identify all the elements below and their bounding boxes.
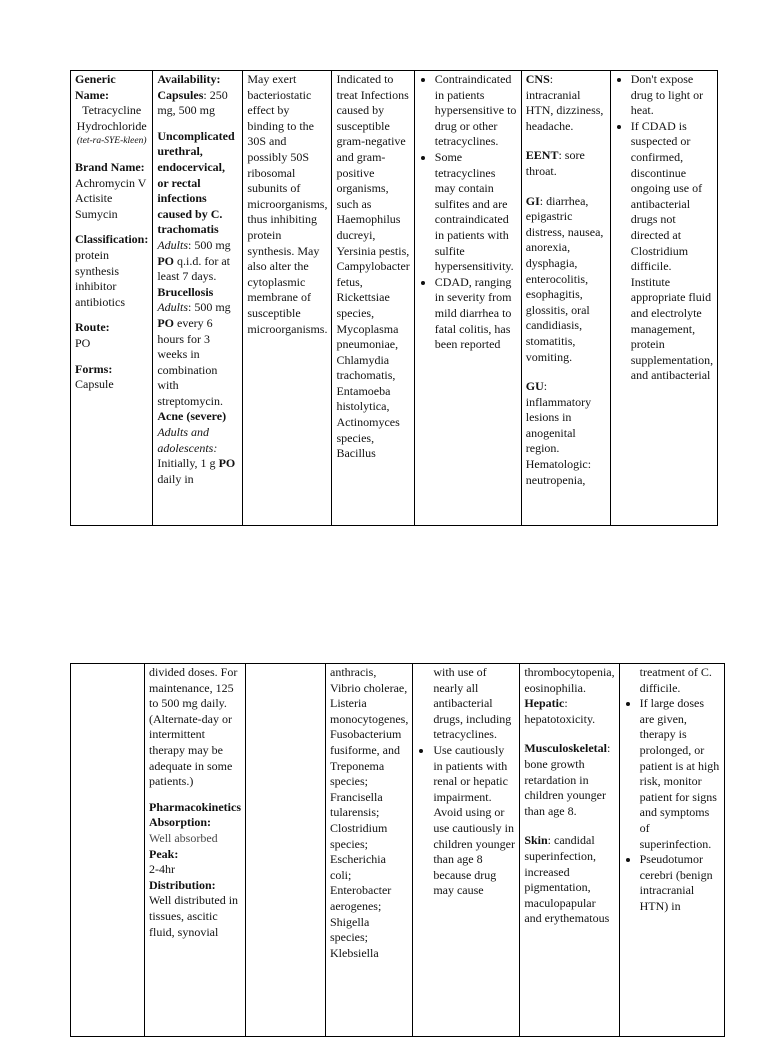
nursing-list [615,72,713,384]
drug-card-table-2 [70,663,725,1037]
indications-cell [326,664,413,1037]
mechanism-text: May exert bacteriostatic effect by binding to the 30S and possibly 50S ribosomal subunits of microorganisms, thus inhibiting protein synthesis. May also alter the cytoplasmic membrane of susceptible microorganisms. [247,72,328,336]
peak-value: 2-4hr [149,862,175,877]
dose-text: : 500 mg [188,237,231,252]
adverse-effects-cell [520,664,619,1037]
forms-label: Forms: [75,361,113,376]
table-row [71,71,718,526]
hematologic-continued: thrombocytopenia, eosinophilia. [524,665,615,695]
adverse-effects-cell [521,71,610,526]
forms-value: Capsule [75,377,114,392]
list-item: • Use cautiously in patients with renal or hepatic impairment. Avoid using or use cautiously in children younger than age 8 because drug may cause [433,743,515,899]
drug-card-table-1 [70,70,718,526]
dosage-continued: divided doses. For maintenance, 125 to 500 mg daily. (Alternate-day or intermittent therapy may be adequate in some patients.) [149,665,238,789]
nursing-continued: treatment of C. difficile. [639,665,712,695]
adults-label: Adults [157,237,189,252]
cns-text: : intracranial HTN, dizziness, headache. [525,72,604,133]
route-po: PO [157,253,175,268]
classification-value: protein synthesis inhibitor antibiotics [75,247,125,309]
hepatic-line [524,696,614,727]
dose-text: : 500 mg [188,300,231,315]
dose-text: every 6 hours for 3 weeks in combination with streptomycin. [157,315,223,408]
gu-line [526,379,606,457]
contraindication-continued: with use of nearly all antibacterial drugs, including tetracyclines. [433,665,512,742]
indications-cell [332,71,414,526]
route-value: PO [75,335,91,350]
brand-name-value: Actisite [75,191,113,206]
list-item: • If large doses are given, therapy is prolonged, or patient is at high risk, monitor patient for signs and symptoms of superinfection. [640,696,720,852]
hepatic-text: : hepatotoxicity. [524,696,596,726]
gi-text: : diarrhea, epigastric distress, nausea, anorexia, dysphagia, enterocolitis, esophagitis, glossitis, oral candidiasis, stomatitis, vomiting. [525,193,604,364]
cns-line [526,72,606,134]
pronunciation: (tet-ra-SYE-kleen) [76,136,147,147]
gi-label: GI [525,193,540,208]
dosage-cell [145,664,246,1037]
list-item: • Some tetracyclines may contain sulfites and are contraindicated in patients with sulfite hypersensitivity. [435,150,517,275]
uncomplicated-dose [157,238,238,285]
absorption-value: Well absorbed [149,830,218,845]
dosage-cell [153,71,243,526]
mechanism-cell [246,664,326,1037]
peak-label: Peak: [149,846,179,861]
capsules-line [157,88,238,119]
name-cell [71,664,145,1037]
mechanism-cell [243,71,332,526]
acne-population: Adults and adolescents: [157,425,218,455]
nursing-cell [619,664,724,1037]
nursing-list [624,696,720,914]
brand-name-value: Achromycin V [75,175,147,190]
generic-name-value: Tetracycline Hydrochloride [76,103,147,133]
gu-text: : inflammatory lesions in anogenital region. [525,379,592,456]
contraindications-list [417,743,515,899]
hematologic-line: Hematologic: neutropenia, [525,457,592,487]
gu-label: GU [525,379,544,394]
indications-text: anthracis, Vibrio cholerae, Listeria monocytogenes, Fusobacterium fusiforme, and Treponema species; Francisella tularensis; Clostridium species; Escherichia coli; Enterobacter aerogenes; Shigella species; Klebsiella [330,665,409,960]
adults-label: Adults [157,300,189,315]
classification-label: Classification: [75,232,149,247]
capsules-value: : 250 mg, 500 mg [157,87,228,118]
brand-name-value: Sumycin [75,206,118,221]
dose-text: daily in [157,471,194,486]
acne-heading: Acne (severe) [157,409,227,424]
cns-label: CNS [525,72,550,86]
list-item: • Don't expose drug to light or heat. [631,72,713,119]
route-po: PO [157,315,175,330]
route-po: PO [218,456,236,471]
hepatic-label: Hepatic [524,696,565,711]
generic-name-label: Generic Name: [75,72,116,102]
eent-label: EENT [525,148,559,163]
pharmacokinetics-heading: Pharmacokinetics [149,799,241,814]
musculoskeletal-line [524,741,614,819]
gi-line [526,194,606,366]
nursing-cell [610,71,717,526]
capsules-label: Capsules [157,87,204,102]
distribution-value: Well distributed in tissues, ascitic fluid, synovial [149,893,239,939]
eent-text: : sore throat. [525,148,585,178]
dose-text: q.i.d. for at least 7 days. [157,253,231,284]
musculoskeletal-label: Musculoskeletal [524,741,607,756]
list-item: • If CDAD is suspected or confirmed, discontinue ongoing use of antibacterial drugs not directed at Clostridium difficile. Institute appropriate fluid and electrolyte management, protein supplementation, and antibacterial [631,119,713,384]
skin-label: Skin [524,833,548,848]
list-item: • Pseudotumor cerebri (benign intracranial HTN) in [640,852,720,914]
list-item: • CDAD, ranging in severity from mild diarrhea to fatal colitis, has been reported [435,275,517,353]
name-cell [71,71,153,526]
brucellosis-heading: Brucellosis [157,284,214,299]
contraindications-cell [414,71,521,526]
musculoskeletal-text: : bone growth retardation in children younger than age 8. [524,741,611,818]
eent-line [526,148,606,179]
uncomplicated-heading: Uncomplicated urethral, endocervical, or rectal infections caused by C. trachomatis [157,128,235,237]
brucellosis-dose [157,300,238,409]
distribution-label: Distribution: [149,877,216,892]
contraindications-list [419,72,517,353]
absorption-label: Absorption: [149,815,212,830]
skin-text: : candidal superinfection, increased pigmentation, maculopapular and erythematous [524,833,610,926]
indications-text: Indicated to treat Infections caused by susceptible gram-negative and gram-positive organisms, such as Haemophilus ducreyi, Yersinia pestis, Campylobacter fetus, Rickettsiae species, Mycoplasma pneumoniae, Chlamydia trachomatis, Entamoeba histolytica, Actinomyces species, Bacillus [336,72,410,461]
brand-name-label: Brand Name: [75,159,145,174]
dose-text: Initially, 1 g [157,456,219,471]
contraindications-cell [413,664,520,1037]
availability-label: Availability: [157,72,221,86]
skin-line [524,833,614,927]
route-label: Route: [75,320,110,335]
list-item: • Contraindicated in patients hypersensitive to drug or other tetracyclines. [435,72,517,150]
table-row [71,664,725,1037]
acne-dose [157,456,238,487]
